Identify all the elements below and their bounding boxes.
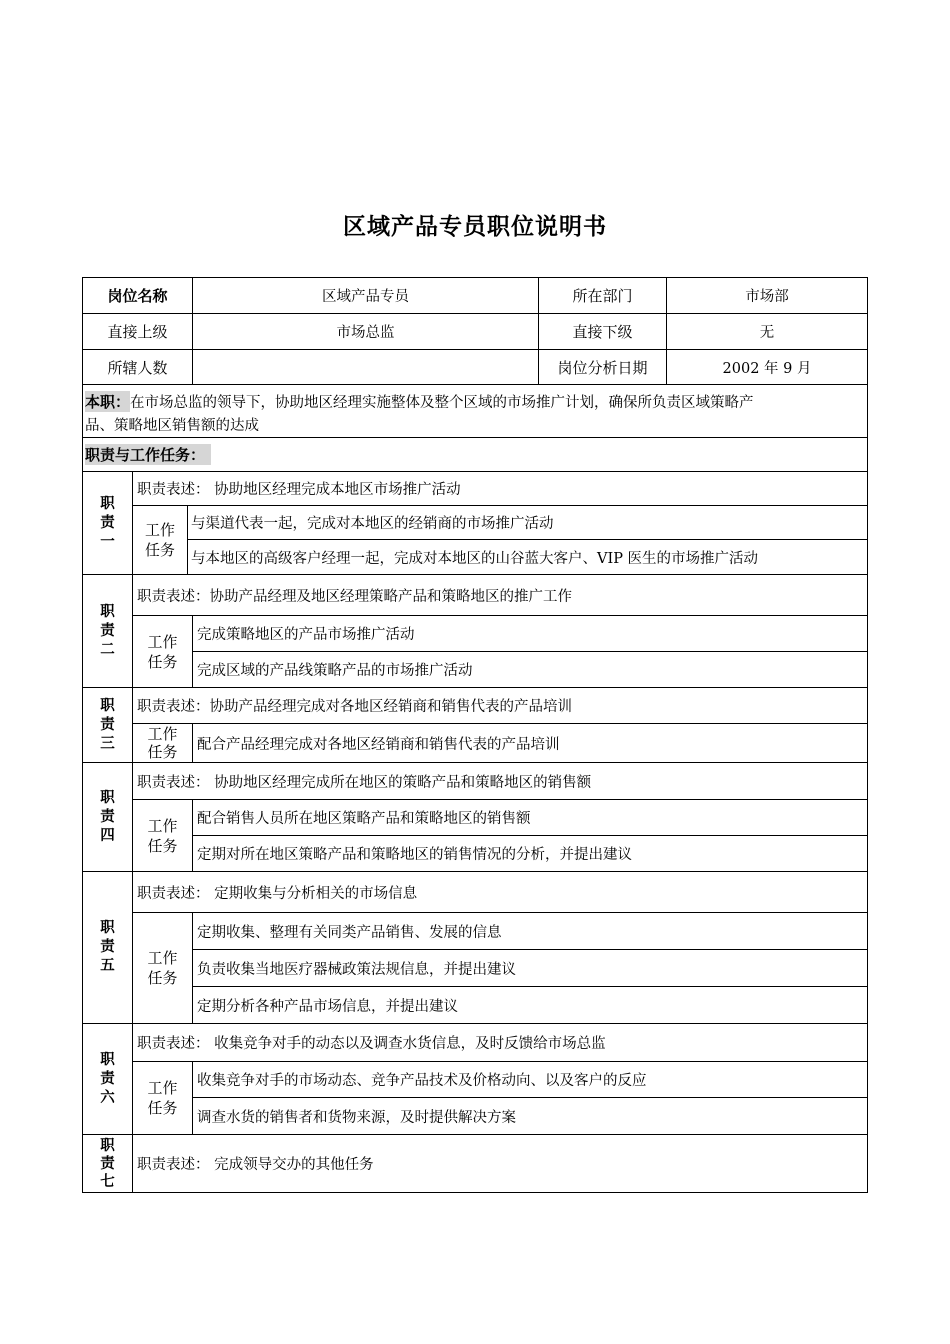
analysis-date-value: 2002 年 9 月 <box>722 360 812 377</box>
role-line-1: 在市场总监的领导下，协助地区经理实施整体及整个区域的市场推广计划，确保所负责区域策略产 <box>130 394 754 411</box>
duty-7-statement: 职责表述： 完成领导交办的其他任务 <box>137 1157 374 1173</box>
label-char: 任务 <box>147 836 178 855</box>
label-char: 责 <box>100 1070 115 1087</box>
headcount-value <box>193 350 538 384</box>
label-char: 七 <box>100 1173 115 1190</box>
duty-4-task-2: 定期对所在地区策略产品和策略地区的销售情况的分析，并提出建议 <box>197 847 632 863</box>
subordinate-value: 无 <box>759 325 775 341</box>
label-char: 三 <box>100 735 115 752</box>
duty-3-statement: 职责表述：协助产品经理完成对各地区经销商和销售代表的产品培训 <box>137 699 572 715</box>
duty-2-statement: 职责表述：协助产品经理及地区经理策略产品和策略地区的推广工作 <box>137 588 572 605</box>
duty-6-task-1: 收集竞争对手的市场动态、竞争产品技术及价格动向、以及客户的反应 <box>197 1073 647 1089</box>
duty-3-label <box>83 688 132 762</box>
label-char: 工作 <box>147 816 178 835</box>
label-char: 责 <box>100 622 115 639</box>
duty-5-task-2: 负责收集当地医疗器械政策法规信息，并提出建议 <box>197 961 516 978</box>
label-char: 任务 <box>147 969 178 987</box>
label-char: 任务 <box>147 1099 178 1117</box>
label-char: 一 <box>100 533 115 550</box>
dept-value: 市场部 <box>745 289 789 305</box>
label-char: 任务 <box>147 743 178 761</box>
label-char: 工作 <box>147 632 178 651</box>
duty-3-task-1: 配合产品经理完成对各地区经销商和销售代表的产品培训 <box>197 736 560 753</box>
duty-1-work-label <box>133 506 187 574</box>
duty-5-work-label <box>133 913 192 1023</box>
label-char: 五 <box>100 958 115 974</box>
label-char: 责 <box>100 514 115 531</box>
position-label: 岗位名称 <box>107 287 168 305</box>
label-char: 职 <box>100 1137 115 1154</box>
label-char: 六 <box>100 1089 115 1106</box>
label-char: 工作 <box>147 949 178 967</box>
row-divider <box>83 437 867 438</box>
subordinate-label: 直接下级 <box>572 323 633 341</box>
duty-1-task-2: 与本地区的高级客户经理一起，完成对本地区的山谷蓝大客户、VIP 医生的市场推广活动 <box>191 550 759 567</box>
label-char: 四 <box>100 827 115 844</box>
superior-value: 市场总监 <box>336 325 395 341</box>
duty-5-statement: 职责表述： 定期收集与分析相关的市场信息 <box>137 885 418 902</box>
label-char: 工作 <box>147 1079 178 1097</box>
duties-header: 职责与工作任务： <box>85 444 211 465</box>
position-value: 区域产品专员 <box>322 289 409 305</box>
duty-4-work-label <box>133 800 192 871</box>
duty-1-statement: 职责表述： 协助地区经理完成本地区市场推广活动 <box>137 482 461 498</box>
duty-1-task-1: 与渠道代表一起，完成对本地区的经销商的市场推广活动 <box>191 516 554 532</box>
label-char: 工作 <box>144 521 175 539</box>
label-char: 职 <box>100 603 115 620</box>
duty-4-label <box>83 763 132 871</box>
duty-5-task-1: 定期收集、整理有关同类产品销售、发展的信息 <box>197 924 502 941</box>
col-divider <box>192 912 193 1023</box>
duty-6-task-2: 调查水货的销售者和货物来源，及时提供解决方案 <box>197 1109 516 1126</box>
analysis-date-label: 岗位分析日期 <box>557 358 648 377</box>
label-char: 职 <box>100 920 115 936</box>
duty-6-work-label <box>133 1062 192 1134</box>
label-char: 责 <box>100 808 115 825</box>
role-line-2: 品、策略地区销售额的达成 <box>85 417 259 434</box>
label-char: 责 <box>100 716 115 733</box>
duty-7-label <box>83 1135 132 1192</box>
duty-4-task-1: 配合销售人员所在地区策略产品和策略地区的销售额 <box>197 811 531 827</box>
superior-label: 直接上级 <box>107 323 168 341</box>
label-char: 职 <box>100 495 115 512</box>
label-char: 职 <box>100 697 115 714</box>
label-char: 二 <box>100 641 115 658</box>
dept-label: 所在部门 <box>572 287 633 305</box>
headcount-label: 所辖人数 <box>107 358 168 377</box>
label-char: 责 <box>100 939 115 955</box>
duty-5-label <box>83 872 132 1023</box>
duty-2-label <box>83 575 132 687</box>
role-summary <box>85 390 865 434</box>
role-label: 本职： <box>85 392 131 411</box>
label-char: 职 <box>100 789 115 806</box>
label-char: 职 <box>100 1051 115 1068</box>
label-char: 责 <box>100 1155 115 1172</box>
row-divider <box>83 384 867 385</box>
label-char: 任务 <box>144 541 175 559</box>
label-char: 任务 <box>147 652 178 671</box>
duty-2-task-1: 完成策略地区的产品市场推广活动 <box>197 627 415 643</box>
duty-5-task-3: 定期分析各种产品市场信息，并提出建议 <box>197 998 458 1015</box>
duty-2-task-2: 完成区域的产品线策略产品的市场推广活动 <box>197 663 473 679</box>
label-char: 工作 <box>147 725 178 743</box>
duty-3-work-label <box>133 724 192 762</box>
duty-6-statement: 职责表述： 收集竞争对手的动态以及调查水货信息，及时反馈给市场总监 <box>137 1036 606 1052</box>
duty-1-label <box>83 472 132 574</box>
duty-2-work-label <box>133 616 192 687</box>
duty-4-statement: 职责表述： 协助地区经理完成所在地区的策略产品和策略地区的销售额 <box>137 774 592 791</box>
col-divider <box>192 723 193 762</box>
duties-header-row <box>85 441 211 467</box>
document-title: 区域产品专员职位说明书 <box>343 214 607 240</box>
duty-6-label <box>83 1024 132 1134</box>
